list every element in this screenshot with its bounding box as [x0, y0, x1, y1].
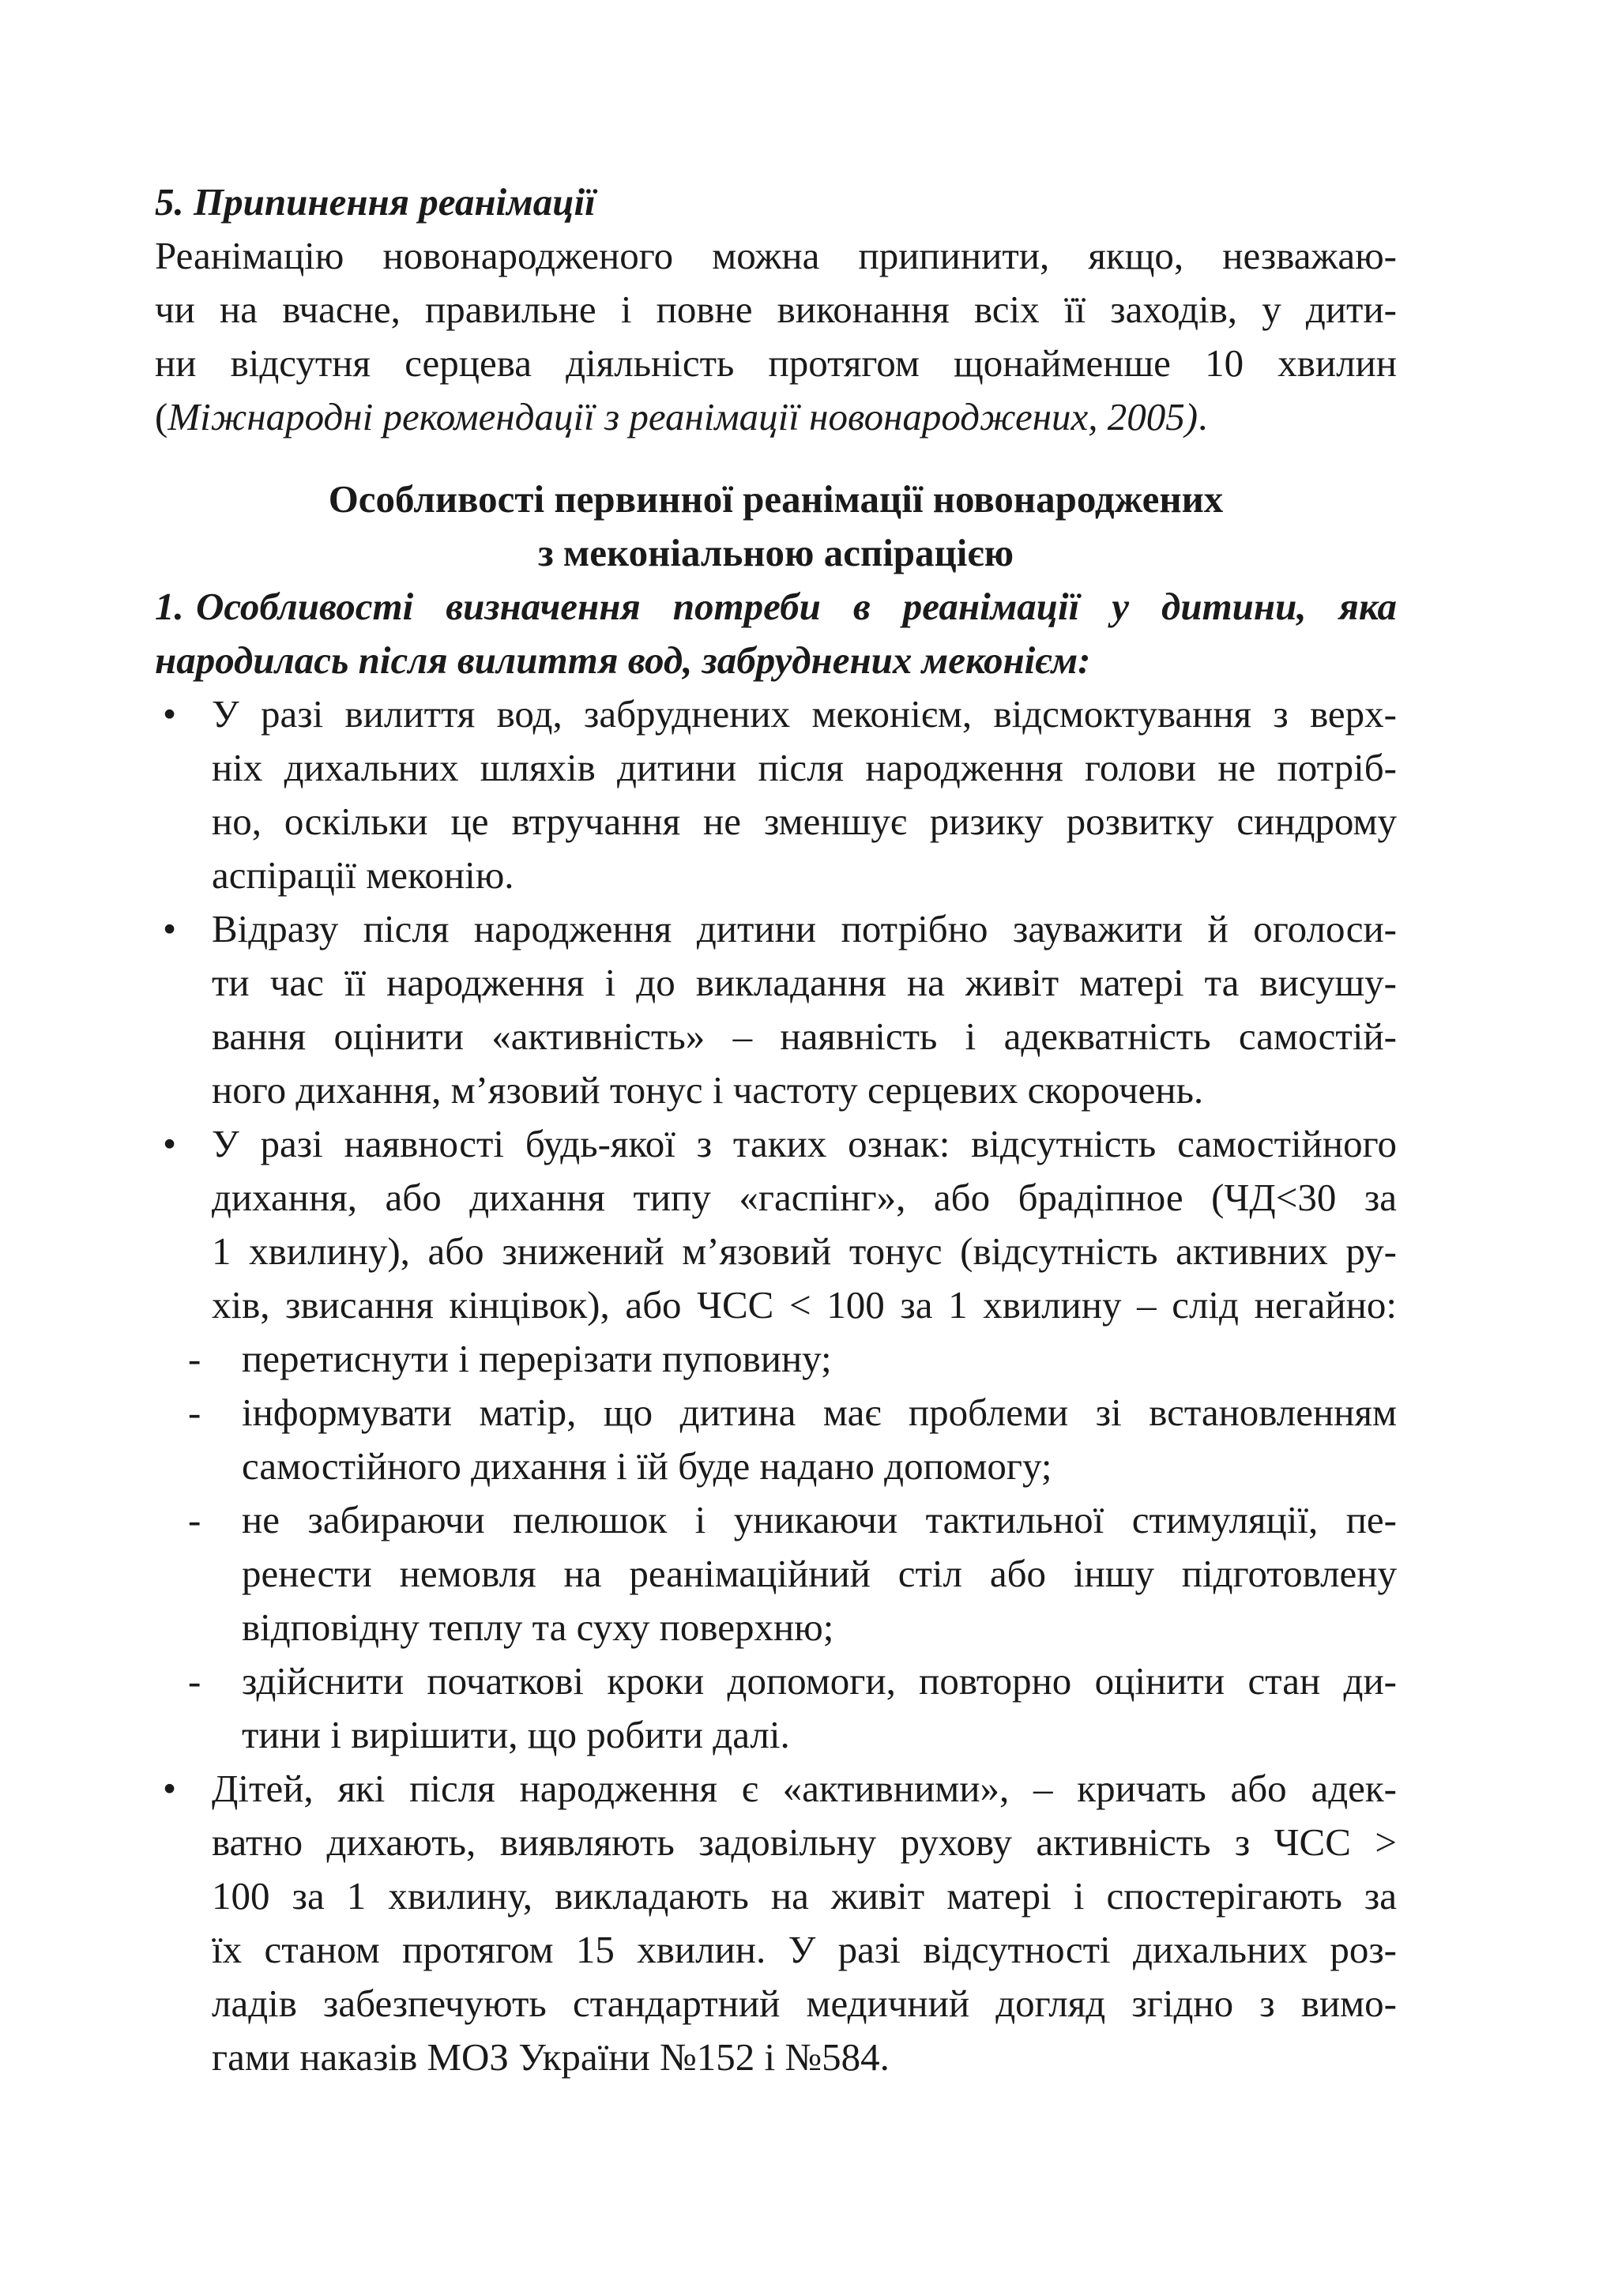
dash-line: не забираючи пелюшок і уникаючи тактильної стимуляції, пе- [242, 1498, 1397, 1541]
dash-icon: - [188, 1391, 201, 1434]
dash-line: перетиснути і перерізати пуповину; [242, 1337, 832, 1380]
dash-item [155, 1493, 1397, 1654]
dash-line: ренести немовля на реанімаційний стіл або іншу підготовлену [242, 1552, 1397, 1595]
citation-line [155, 390, 1397, 444]
subsection-heading-text-1: Особливості визначення потреби в реанімації у дитини, яка [196, 585, 1397, 628]
bullet-line: гами наказів МОЗ України №152 і №584. [212, 2035, 890, 2079]
bullet-line: 1 хвилину), або знижений м’язовий тонус (відсутність активних ру- [212, 1229, 1397, 1273]
citation-text: Міжнародні рекомендації з реанімації новонароджених, 2005) [167, 395, 1198, 438]
bullet-line: но, оскільки це втручання не зменшує ризику розвитку синдрому [212, 800, 1397, 843]
section-title-line-2: з меконіальною аспірацією [537, 531, 1014, 574]
dash-item [155, 1386, 1397, 1493]
bullet-item [155, 1117, 1397, 1762]
dash-icon: - [188, 1498, 201, 1541]
paragraph-line: ни відсутня серцева діяльність протягом щонайменше 10 хвилин [155, 341, 1397, 385]
dash-item [155, 1332, 1397, 1386]
section-5-paragraph [155, 229, 1397, 444]
bullet-item [155, 1762, 1397, 2084]
dash-icon: - [188, 1659, 201, 1703]
bullet-line: Відразу після народження дитини потрібно зауважити й оголоси- [212, 907, 1397, 950]
bullet-icon: • [163, 692, 177, 736]
bullet-line: дихання, або дихання типу «гаспінг», або брадіпное (ЧД<30 за [212, 1176, 1397, 1219]
bullet-line: ніх дихальних шляхів дитини після народження голови не потріб- [212, 746, 1397, 789]
bullet-item [155, 902, 1397, 1117]
bullet-icon: • [163, 907, 177, 950]
dash-line: відповідну теплу та суху поверхню; [242, 1605, 834, 1649]
dash-line: інформувати матір, що дитина має проблеми зі встановленням [242, 1391, 1397, 1434]
citation-open-paren: ( [155, 395, 168, 438]
section-5-heading: 5. Припинення реанімації [155, 180, 596, 224]
bullet-line: У разі наявності будь-якої з таких ознак: відсутність самостійного [212, 1122, 1397, 1165]
section-title-line-1: Особливості первинної реанімації новонароджених [328, 477, 1224, 521]
subsection-heading-line-1 [155, 580, 1397, 634]
bullet-list [155, 687, 1397, 2084]
document-page [155, 175, 1397, 2084]
bullet-line: У разі вилиття вод, забруднених меконієм, відсмоктування з верх- [212, 692, 1397, 736]
bullet-line: ти час її народження і до викладання на живіт матері та висушу- [212, 961, 1397, 1004]
bullet-line: хів, звисання кінцівок), або ЧСС < 100 за 1 хвилину – слід негайно: [212, 1283, 1397, 1327]
bullet-line: ватно дихають, виявляють задовільну рухову активність з ЧСС > [212, 1820, 1397, 1864]
dash-icon: - [188, 1337, 201, 1380]
subsection-heading-line-2: народилась після вилиття вод, забруднених меконієм: [155, 638, 1091, 682]
bullet-line: вання оцінити «активність» – наявність і адекватність самостій- [212, 1014, 1397, 1058]
bullet-line: їх станом протягом 15 хвилин. У разі відсутності дихальних роз- [212, 1928, 1397, 1971]
dash-list [155, 1332, 1397, 1762]
dash-item [155, 1654, 1397, 1762]
subsection-1-heading [155, 580, 1397, 687]
dash-line: тини і вирішити, що робити далі. [242, 1713, 790, 1756]
bullet-item [155, 687, 1397, 902]
bullet-line: аспірації меконію. [212, 853, 514, 897]
citation-end: . [1198, 395, 1208, 438]
section-title [155, 472, 1397, 580]
dash-line: здійснити початкові кроки допомоги, повторно оцінити стан ди- [242, 1659, 1397, 1703]
bullet-icon: • [163, 1767, 177, 1810]
bullet-line: ного дихання, м’язовий тонус і частоту серцевих скорочень. [212, 1068, 1204, 1112]
bullet-icon: • [163, 1122, 177, 1165]
paragraph-line: чи на вчасне, правильне і повне виконання всіх її заходів, у дити- [155, 288, 1397, 331]
bullet-line: Дітей, які після народження є «активними», – кричать або адек- [212, 1767, 1397, 1810]
subsection-number: 1. [155, 585, 184, 628]
dash-line: самостійного дихання і їй буде надано допомогу; [242, 1444, 1052, 1488]
bullet-line: 100 за 1 хвилину, викладають на живіт матері і спостерігають за [212, 1874, 1397, 1918]
paragraph-line: Реанімацію новонародженого можна припинити, якщо, незважаю- [155, 234, 1397, 277]
bullet-line: ладів забезпечують стандартний медичний догляд згідно з вимо- [212, 1982, 1397, 2025]
